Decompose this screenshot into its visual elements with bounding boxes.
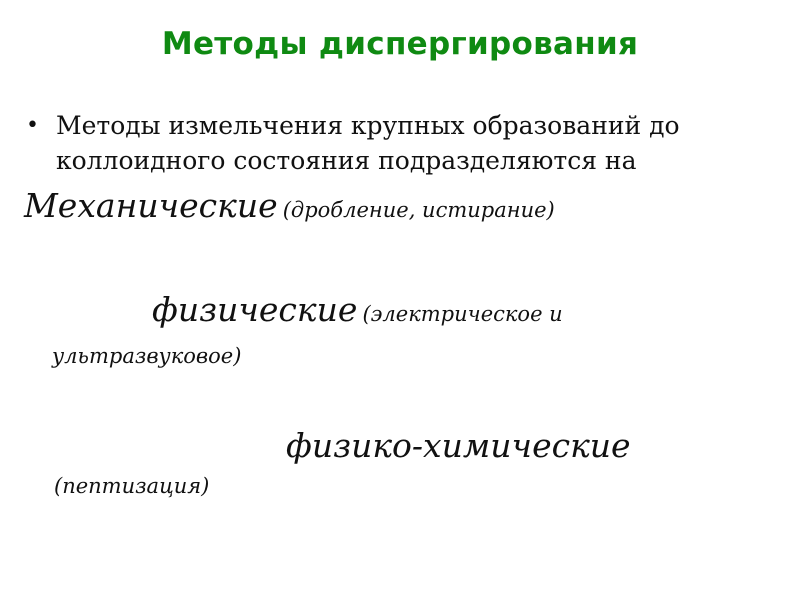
bullet-marker: • bbox=[26, 113, 39, 138]
method-name: физические bbox=[152, 290, 358, 329]
method-physical bbox=[52, 290, 612, 378]
method-name: физико-химические bbox=[286, 426, 631, 465]
method-note: (пептизация) bbox=[54, 474, 210, 498]
method-mechanical bbox=[24, 184, 555, 234]
method-physicochemical-note bbox=[54, 470, 209, 504]
method-note: (электрическое и ультразвуковое) bbox=[52, 302, 563, 368]
method-note: (дробление, истирание) bbox=[282, 198, 555, 222]
slide-title: Методы диспергирования bbox=[161, 26, 639, 62]
method-name: Механические bbox=[24, 186, 278, 225]
bullet-item bbox=[26, 108, 766, 178]
bullet-text: Методы измельчения крупных образований до коллоидного состояния подразделяются на bbox=[56, 111, 680, 175]
method-physicochemical bbox=[286, 424, 631, 474]
